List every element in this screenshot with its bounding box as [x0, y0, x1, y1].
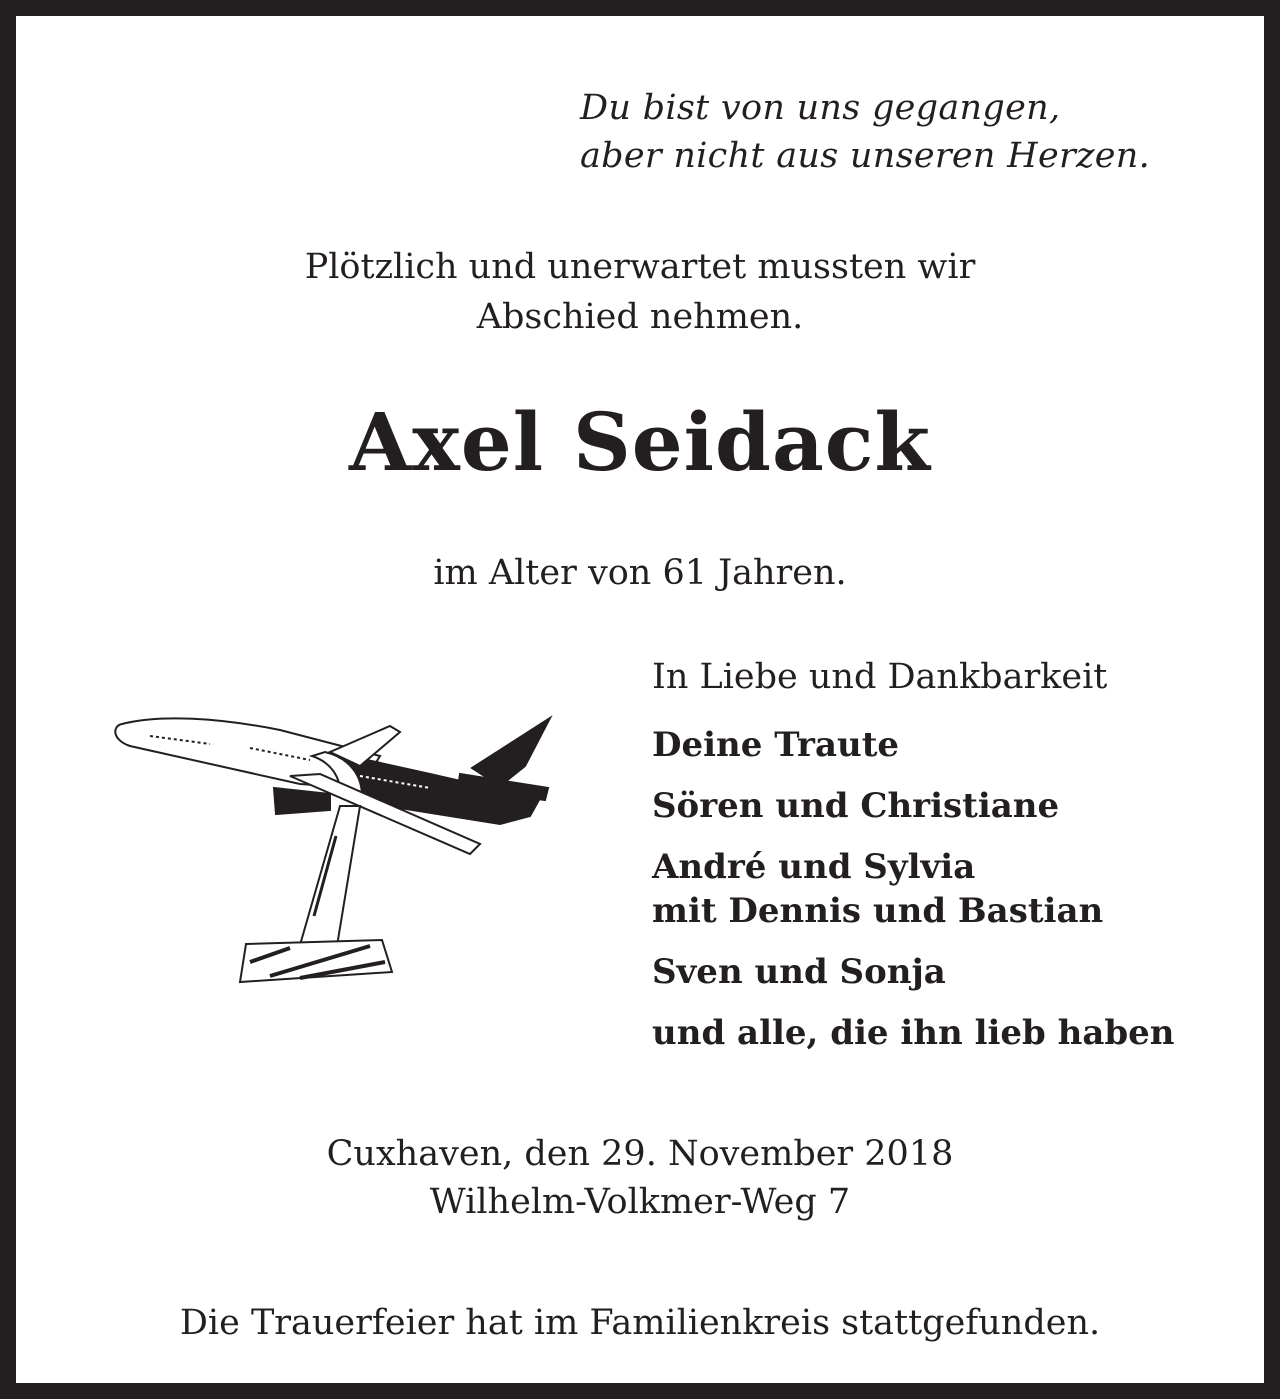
motto [580, 84, 1150, 180]
motto-line-1: Du bist von uns gegangen, [580, 88, 1061, 128]
mourner: Sören und Christiane [652, 786, 1060, 826]
intro-text [16, 242, 1264, 342]
mourner: Deine Traute [652, 725, 900, 765]
motto-line-2: aber nicht aus unseren Herzen. [580, 136, 1151, 176]
place-date-address [16, 1130, 1264, 1226]
mourner: Sven und Sonja [652, 952, 946, 992]
obituary-card [16, 16, 1264, 1383]
mourner: mit Dennis und Bastian [652, 891, 1104, 931]
intro-line-1: Plötzlich und unerwartet mussten wir [304, 247, 976, 287]
mourner: und alle, die ihn lieb haben [652, 1013, 1175, 1053]
deceased-name: Axel Seidack [349, 395, 931, 489]
mourner: André und Sylvia [652, 847, 976, 887]
place-date: Cuxhaven, den 29. November 2018 [326, 1134, 954, 1174]
airplane-model-icon [100, 696, 560, 996]
funeral-note: Die Trauerfeier hat im Familienkreis stattgefunden. [179, 1303, 1101, 1343]
age-text: im Alter von 61 Jahren. [433, 553, 847, 593]
address: Wilhelm-Volkmer-Weg 7 [429, 1182, 851, 1222]
thanks-line: In Liebe und Dankbarkeit [652, 657, 1108, 697]
intro-line-2: Abschied nehmen. [476, 297, 804, 337]
mourners-list [652, 720, 1175, 1059]
